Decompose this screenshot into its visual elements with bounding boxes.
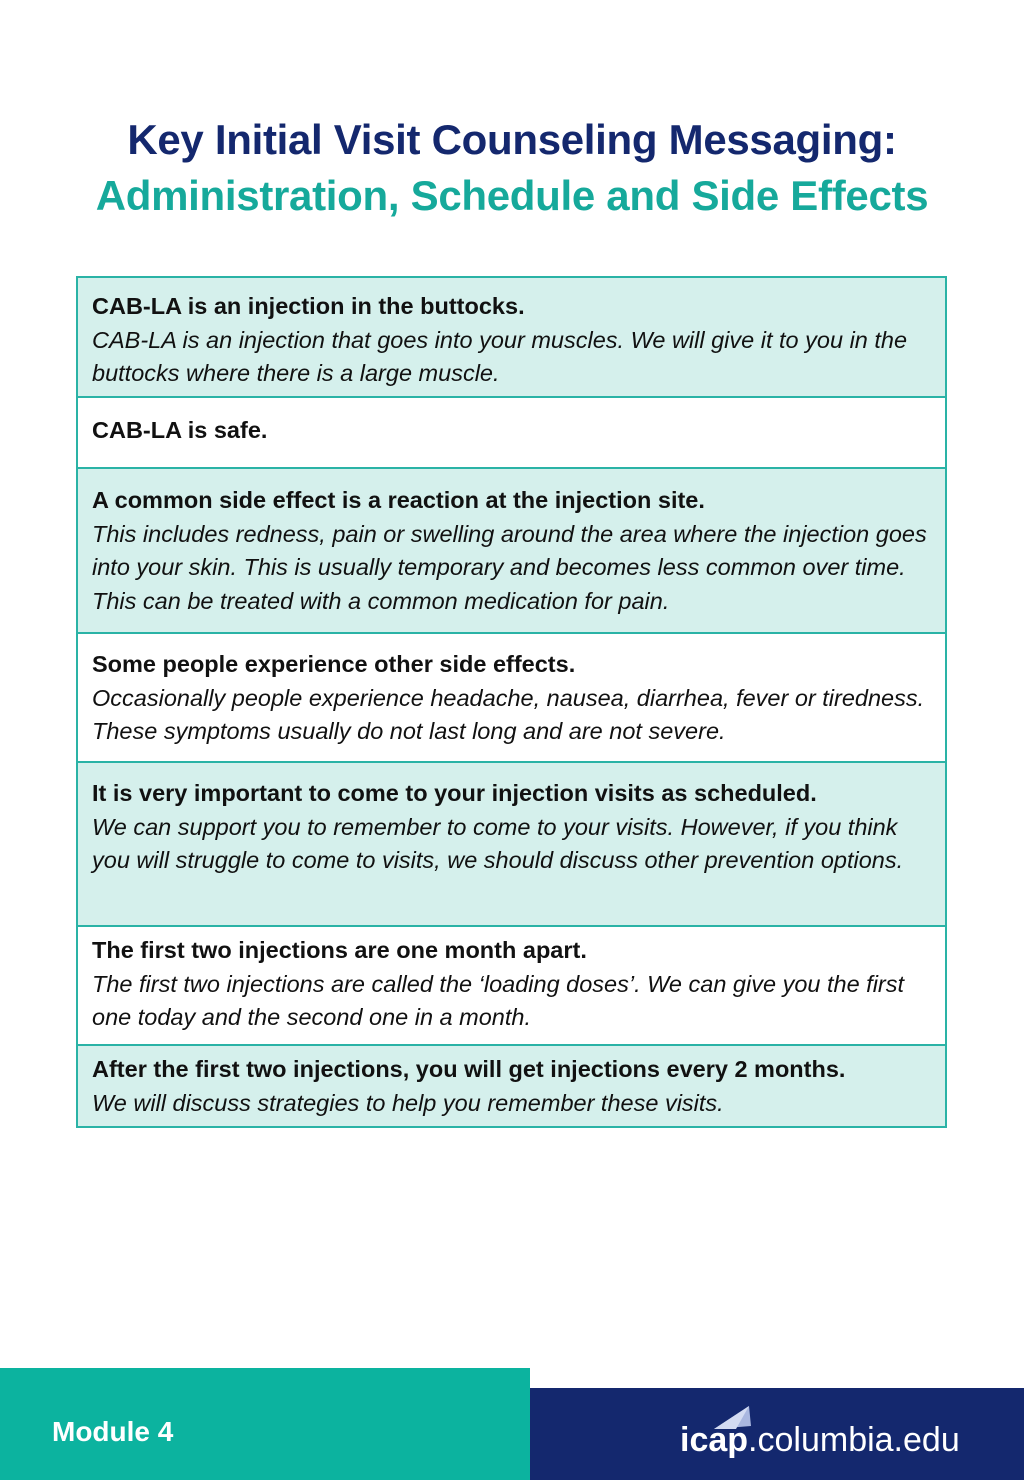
logo-text bbox=[680, 1418, 960, 1462]
message-body: CAB-LA is an injection that goes into your muscles. We will give it to you in the buttocks where there is a large muscle. bbox=[92, 326, 908, 386]
message-heading: CAB-LA is an injection in the buttocks. bbox=[92, 293, 525, 319]
message-body: This includes redness, pain or swelling around the area where the injection goes into your skin. This is usually temporary and becomes less common over time. This can be treated with a common medication for pain. bbox=[92, 520, 927, 614]
message-row bbox=[78, 761, 945, 925]
page-header bbox=[0, 112, 1024, 224]
message-body: Occasionally people experience headache, nausea, diarrhea, fever or tiredness. These symptoms usually do not last long and are not severe. bbox=[92, 684, 925, 744]
message-heading: Some people experience other side effects. bbox=[92, 651, 576, 677]
logo-text-domain: .columbia.edu bbox=[748, 1421, 960, 1459]
message-row bbox=[78, 396, 945, 467]
message-row bbox=[78, 925, 945, 1044]
message-row bbox=[78, 278, 945, 396]
messaging-table bbox=[76, 276, 947, 1128]
page-subtitle: Administration, Schedule and Side Effects bbox=[95, 172, 929, 219]
message-heading: After the first two injections, you will get injections every 2 months. bbox=[92, 1056, 846, 1082]
message-body: The first two injections are called the ‘loading doses’. We can give you the first one today and the second one in a month. bbox=[92, 970, 905, 1030]
message-heading: It is very important to come to your injection visits as scheduled. bbox=[92, 780, 817, 806]
message-row bbox=[78, 1044, 945, 1126]
message-row bbox=[78, 632, 945, 761]
message-row bbox=[78, 467, 945, 632]
message-heading: CAB-LA is safe. bbox=[92, 417, 268, 443]
page-title: Key Initial Visit Counseling Messaging: bbox=[127, 116, 897, 163]
message-heading: The first two injections are one month apart. bbox=[92, 937, 587, 963]
message-body: We can support you to remember to come to your visits. However, if you think you will struggle to come to visits, we should discuss other prevention options. bbox=[92, 813, 904, 873]
logo-text-bold: icap bbox=[680, 1421, 749, 1459]
icap-logo bbox=[680, 1404, 960, 1468]
module-label: Module 4 bbox=[52, 1416, 174, 1447]
message-body: We will discuss strategies to help you remember these visits. bbox=[92, 1089, 724, 1116]
message-heading: A common side effect is a reaction at the injection site. bbox=[92, 487, 705, 513]
